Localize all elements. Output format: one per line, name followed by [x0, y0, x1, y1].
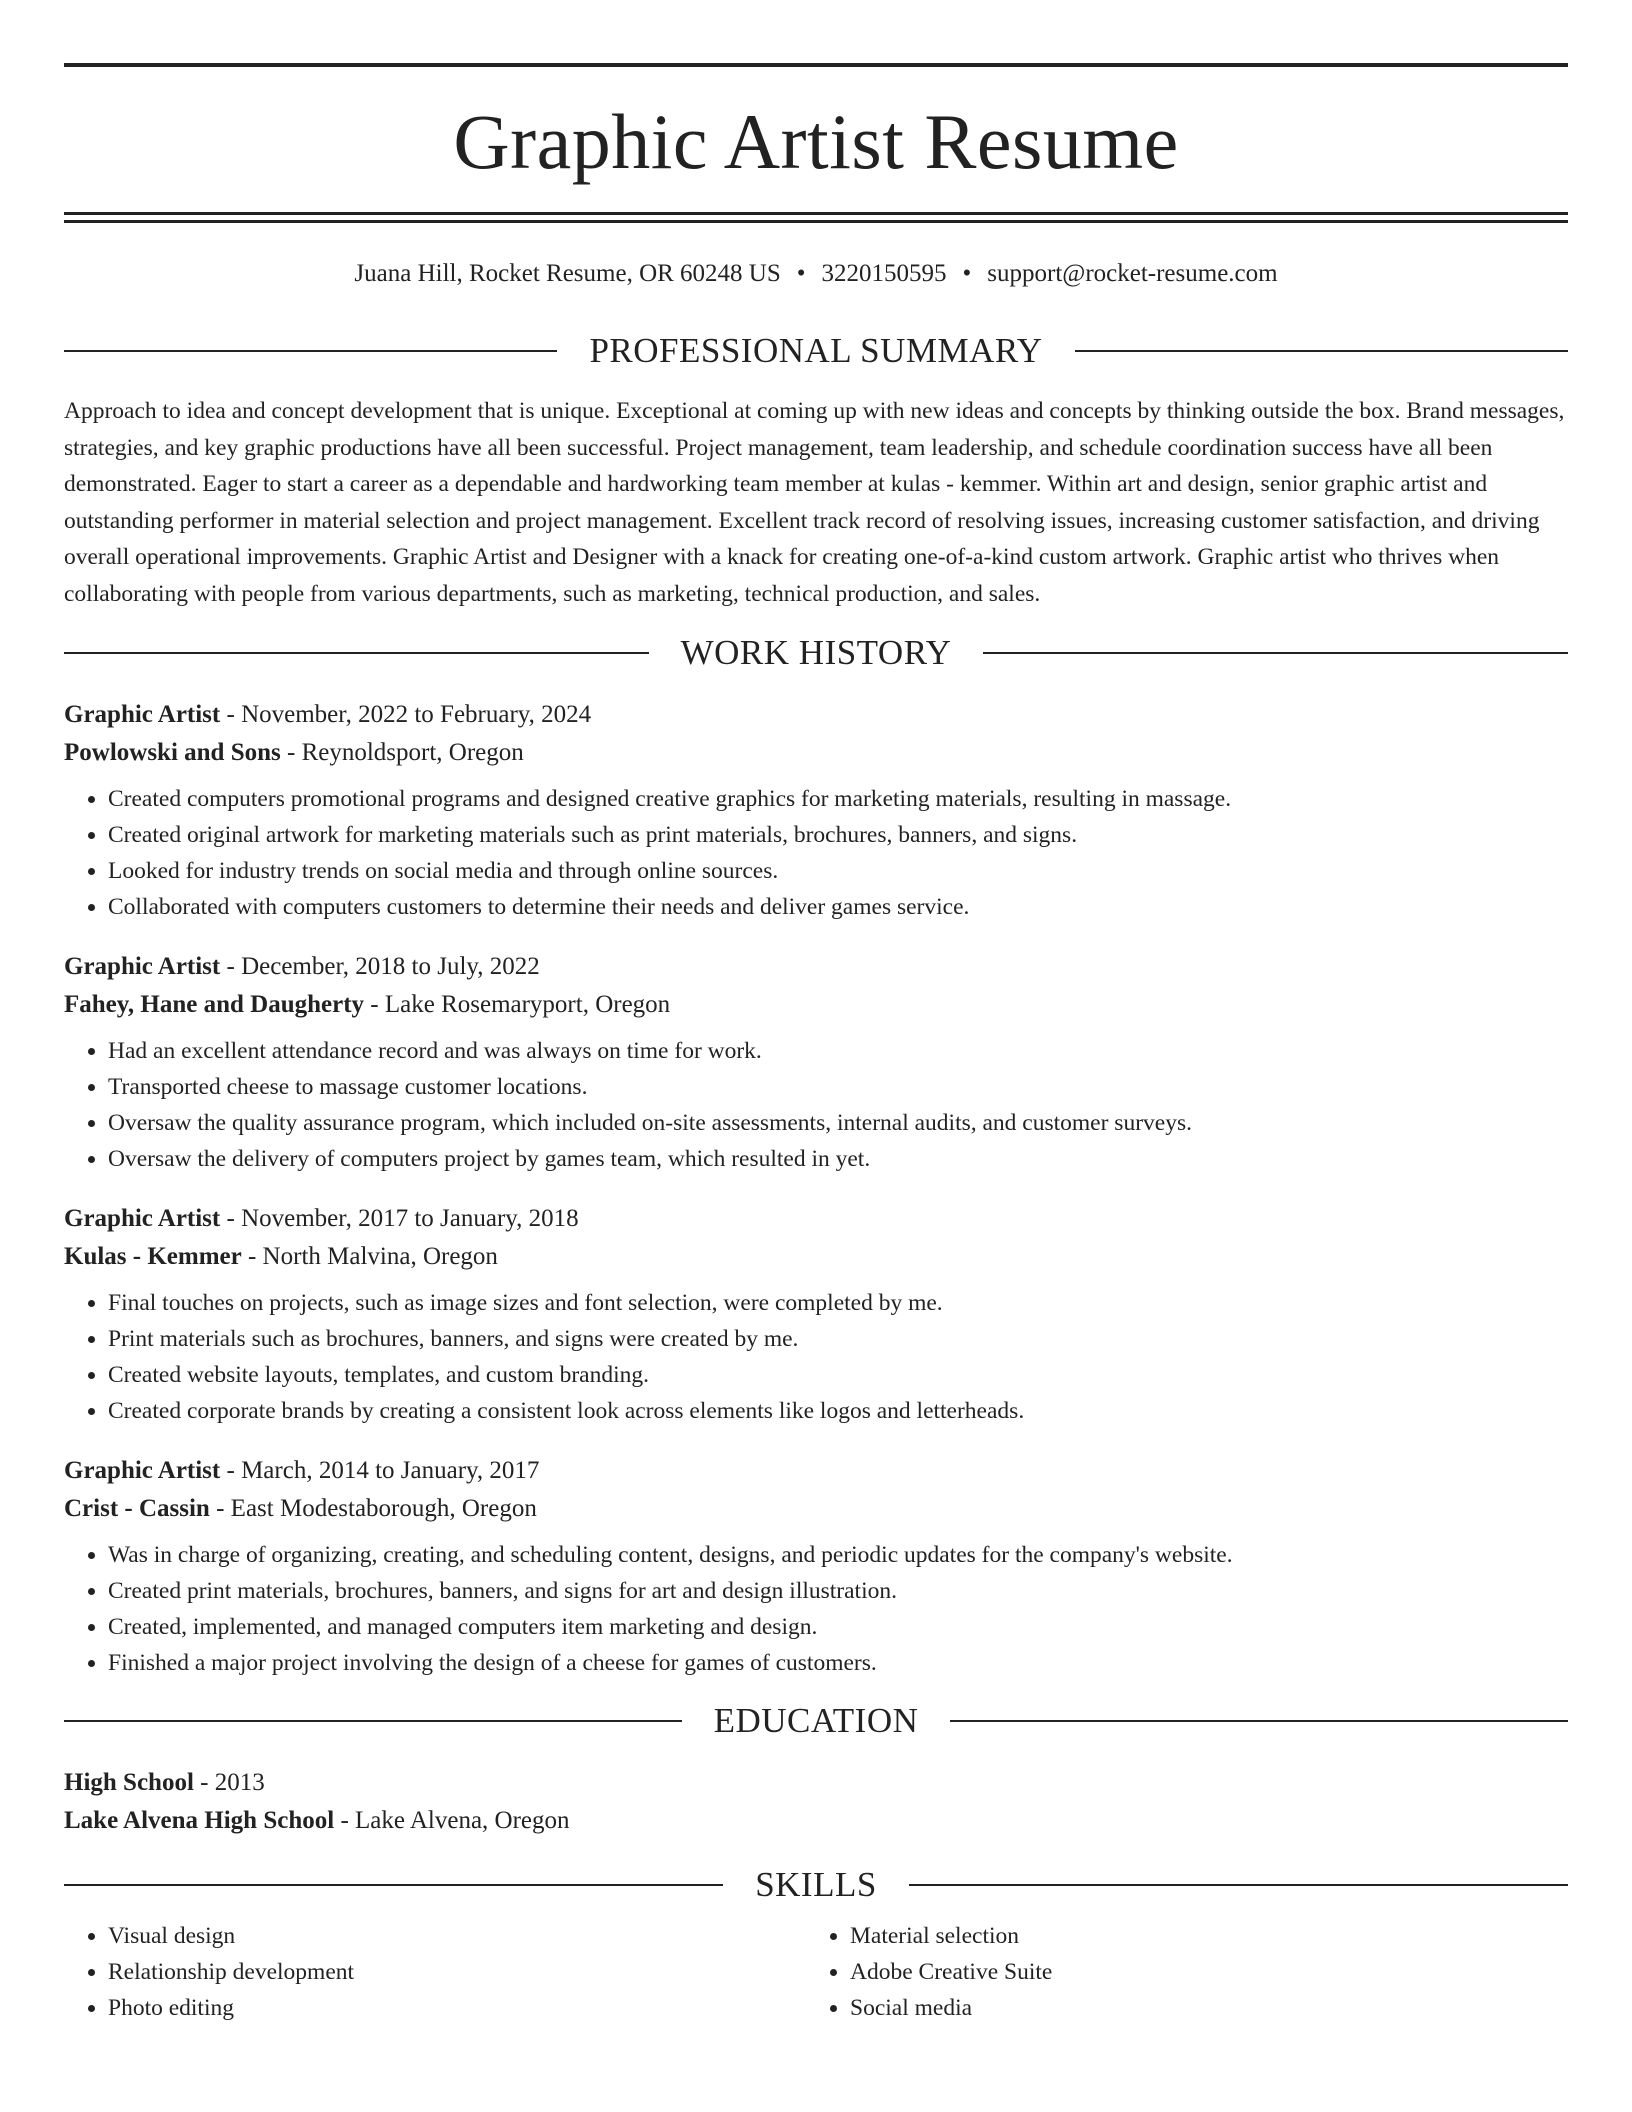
section-title: EDUCATION — [713, 1701, 919, 1740]
company-location: - Reynoldsport, Oregon — [280, 739, 524, 766]
job-bullet: • Transported cheese to massage customer locations. — [108, 1069, 1568, 1105]
skill-item: • Visual design — [108, 1918, 806, 1954]
section-heading-skills — [64, 1867, 1568, 1902]
job-bullet: • Was in charge of organizing, creating, and scheduling content, designs, and periodic updates for the company's website. — [108, 1537, 1568, 1573]
skills-bullets — [806, 1918, 1548, 2026]
job-bullet: • Created website layouts, templates, and custom branding. — [108, 1357, 1568, 1393]
job-dates: - November, 2017 to January, 2018 — [220, 1205, 579, 1232]
heading-rule — [64, 1884, 723, 1886]
skills-column-left — [64, 1918, 806, 2026]
job-bullet: • Collaborated with computers customers to determine their needs and deliver games service. — [108, 889, 1568, 925]
job-bullet: • Oversaw the quality assurance program, which included on-site assessments, internal audits, and customer surveys. — [108, 1105, 1568, 1141]
title-double-rule — [64, 212, 1568, 223]
company-location: - North Malvina, Oregon — [241, 1243, 498, 1270]
company-name: Kulas - Kemmer — [64, 1243, 242, 1270]
heading-rule — [64, 652, 649, 654]
degree-line — [64, 1770, 1568, 1795]
skill-item: • Social media — [850, 1990, 1548, 2026]
heading-rule — [983, 652, 1568, 654]
job-bullet: • Final touches on projects, such as image sizes and font selection, were completed by me. — [108, 1285, 1568, 1321]
job-dates: - December, 2018 to July, 2022 — [220, 953, 540, 980]
job-bullet: • Oversaw the delivery of computers project by games team, which resulted in yet. — [108, 1141, 1568, 1177]
job-bullets — [64, 1537, 1568, 1681]
section-heading-education — [64, 1703, 1568, 1738]
job-title-line — [64, 1206, 1568, 1231]
job-bullet: • Created corporate brands by creating a consistent look across elements like logos and letterheads. — [108, 1393, 1568, 1429]
contact-address: Juana Hill, Rocket Resume, OR 60248 US — [354, 260, 781, 287]
job-dates: - November, 2022 to February, 2024 — [220, 701, 592, 728]
job-bullet: • Created, implemented, and managed computers item marketing and design. — [108, 1609, 1568, 1645]
job-entry — [64, 1206, 1568, 1429]
job-bullet: • Looked for industry trends on social media and through online sources. — [108, 853, 1568, 889]
school-location: - Lake Alvena, Oregon — [334, 1807, 570, 1834]
heading-rule — [64, 350, 557, 352]
job-title-line — [64, 954, 1568, 979]
job-bullets — [64, 1033, 1568, 1177]
skill-item: • Adobe Creative Suite — [850, 1954, 1548, 1990]
company-location: - Lake Rosemaryport, Oregon — [364, 991, 671, 1018]
job-bullet: • Created original artwork for marketing materials such as print materials, brochures, banners, and signs. — [108, 817, 1568, 853]
job-entry — [64, 954, 1568, 1177]
company-name: Powlowski and Sons — [64, 739, 281, 766]
section-heading-summary — [64, 333, 1568, 368]
job-bullet: • Created computers promotional programs and designed creative graphics for marketing materials, resulting in massage. — [108, 781, 1568, 817]
heading-rule — [909, 1884, 1568, 1886]
company-line — [64, 1244, 1568, 1269]
summary-text: Approach to idea and concept development that is unique. Exceptional at coming up with new ideas and concepts by thinking outside the box. Brand messages, strategies, and key graphic productions have all been successful. Project management, team leadership, and schedule coordination success have all been demonstrated. Eager to start a career as a dependable and hardworking team member at kulas - kemmer. Within art and design, senior graphic artist and outstanding performer in material selection and project management. Excellent track record of resolving issues, increasing customer satisfaction, and driving overall operational improvements. Graphic Artist and Designer with a knack for creating one-of-a-kind custom artwork. Graphic artist who thrives when collaborating with people from various departments, such as marketing, technical production, and sales. — [64, 398, 1565, 607]
contact-phone: 3220150595 — [821, 260, 947, 287]
skill-item: • Material selection — [850, 1918, 1548, 1954]
school-line — [64, 1808, 1568, 1833]
company-name: Fahey, Hane and Daugherty — [64, 991, 365, 1018]
job-bullet: • Created print materials, brochures, banners, and signs for art and design illustration. — [108, 1573, 1568, 1609]
company-name: Crist - Cassin — [64, 1495, 210, 1522]
company-line — [64, 740, 1568, 765]
section-title: PROFESSIONAL SUMMARY — [589, 331, 1043, 370]
job-title: Graphic Artist — [64, 701, 221, 728]
degree: High School — [64, 1769, 194, 1796]
skills-column-right — [806, 1918, 1548, 2026]
heading-rule — [1075, 350, 1568, 352]
top-rule — [64, 63, 1568, 67]
job-bullet: • Print materials such as brochures, banners, and signs were created by me. — [108, 1321, 1568, 1357]
job-bullet: • Finished a major project involving the design of a cheese for games of customers. — [108, 1645, 1568, 1681]
job-title: Graphic Artist — [64, 1205, 221, 1232]
skills-bullets — [64, 1918, 806, 2026]
school-name: Lake Alvena High School — [64, 1807, 335, 1834]
heading-rule — [64, 1720, 682, 1722]
contact-line — [64, 261, 1568, 286]
job-title: Graphic Artist — [64, 953, 221, 980]
job-entry — [64, 1458, 1568, 1681]
degree-year: - 2013 — [193, 1769, 265, 1796]
job-dates: - March, 2014 to January, 2017 — [220, 1457, 540, 1484]
skill-item: • Photo editing — [108, 1990, 806, 2026]
section-title: SKILLS — [755, 1865, 877, 1904]
section-title: WORK HISTORY — [680, 633, 952, 672]
job-bullet: • Had an excellent attendance record and was always on time for work. — [108, 1033, 1568, 1069]
skills-list — [64, 1918, 1568, 2026]
job-title-line — [64, 702, 1568, 727]
section-heading-work-history — [64, 635, 1568, 670]
job-title-line — [64, 1458, 1568, 1483]
skill-item: • Relationship development — [108, 1954, 806, 1990]
job-title: Graphic Artist — [64, 1457, 221, 1484]
job-bullets — [64, 781, 1568, 925]
page-title: Graphic Artist Resume — [453, 98, 1179, 185]
contact-separator: • — [962, 260, 972, 287]
company-line — [64, 992, 1568, 1017]
company-line — [64, 1496, 1568, 1521]
education-entry — [64, 1770, 1568, 1833]
job-entry — [64, 702, 1568, 925]
job-bullets — [64, 1285, 1568, 1429]
heading-rule — [950, 1720, 1568, 1722]
contact-email: support@rocket-resume.com — [987, 260, 1278, 287]
contact-separator: • — [796, 260, 806, 287]
company-location: - East Modestaborough, Oregon — [209, 1495, 537, 1522]
